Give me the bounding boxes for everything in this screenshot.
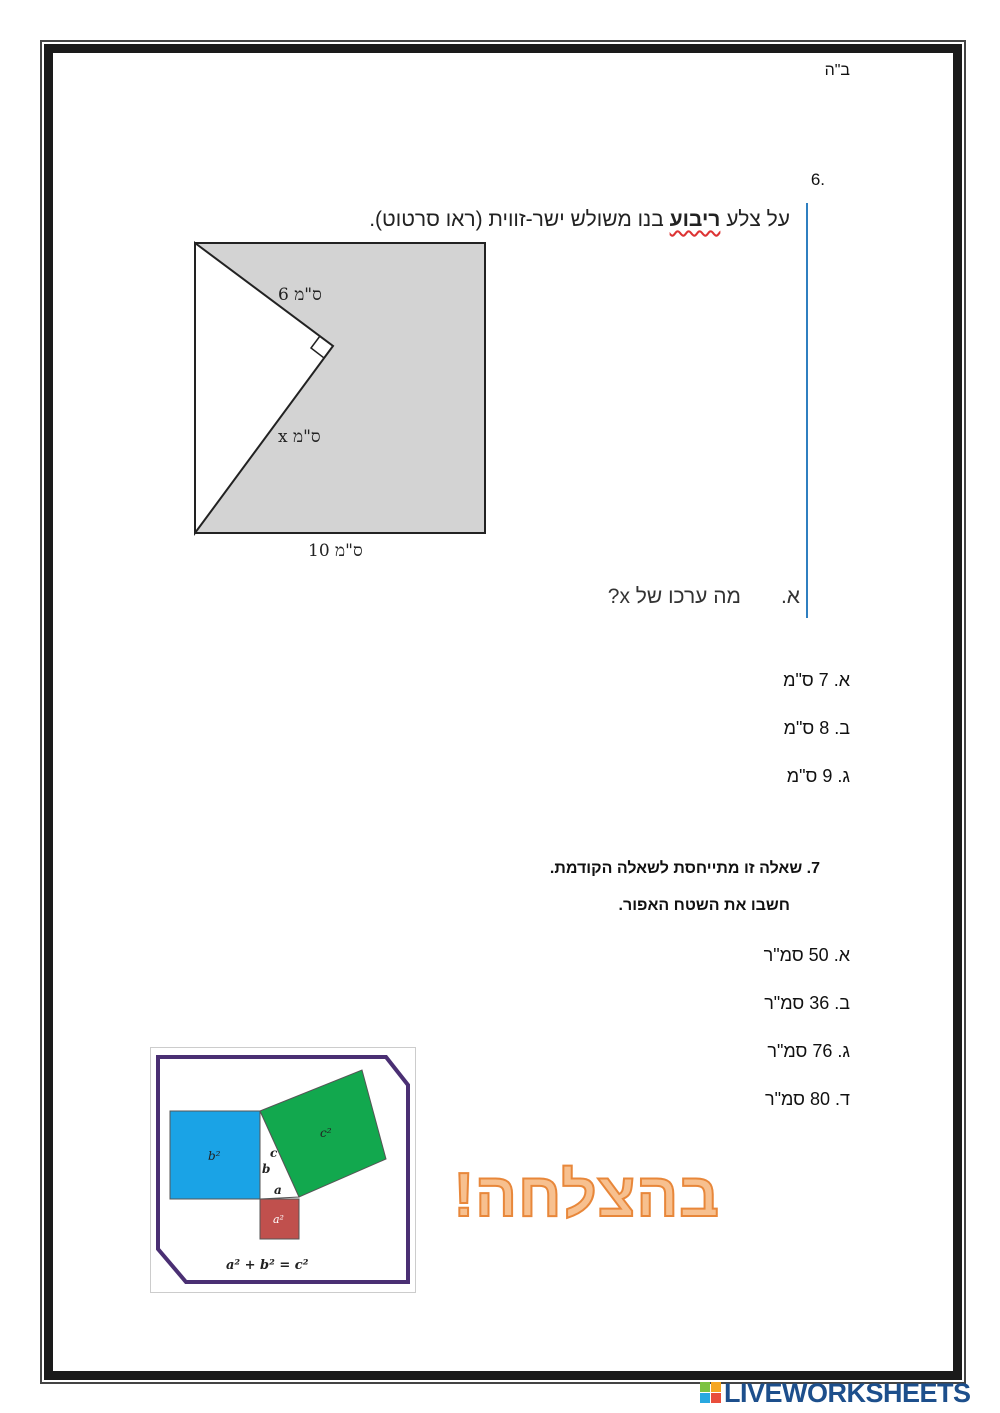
- q7-option-d[interactable]: ד. 80 סמ"ר: [764, 1089, 850, 1109]
- liveworksheets-logo-icon: [700, 1382, 722, 1404]
- a-squared-label: a²: [273, 1213, 284, 1226]
- q6-option-c[interactable]: ג. 9 ס"מ: [786, 766, 850, 786]
- sub-question: מה ערכו של x?: [607, 585, 741, 608]
- question-7-line1: 7. שאלה זו מתייחסת לשאלה הקודמת.: [549, 860, 820, 877]
- question-6-number: 6.: [810, 170, 825, 189]
- header-bh: ב"ה: [824, 62, 850, 79]
- footer-logo[interactable]: [700, 1376, 1000, 1412]
- label-square-side: 10 ס"מ: [308, 541, 363, 561]
- question-6-stem: על צלע ריבוע בנו משולש ישר-זווית (ראו סרטוט).: [369, 208, 790, 231]
- good-luck-text: בהצלחה!: [453, 1161, 720, 1230]
- pythagoras-figure: [150, 1047, 416, 1293]
- label-bottom-leg: x ס"מ: [278, 427, 321, 447]
- sub-letter: א.: [780, 585, 800, 608]
- q7-option-a[interactable]: א. 50 סמ"ר: [763, 945, 850, 965]
- q6-option-a[interactable]: א. 7 ס"מ: [783, 670, 850, 690]
- question-6a: [560, 585, 800, 609]
- square-triangle-figure: [190, 238, 490, 568]
- question-7-line2: חשבו את השטח האפור.: [618, 897, 790, 914]
- c-squared-label: c²: [320, 1126, 332, 1140]
- side-b-label: b: [262, 1162, 271, 1176]
- q7-option-c[interactable]: ג. 76 סמ"ר: [767, 1041, 850, 1061]
- label-top-leg: 6 ס"מ: [278, 285, 322, 305]
- question-6-margin-line: [806, 203, 808, 618]
- b-squared-label: b²: [208, 1149, 221, 1163]
- q7-option-b[interactable]: ב. 36 סמ"ר: [764, 993, 850, 1013]
- side-c-label: c: [270, 1146, 278, 1160]
- pythagoras-formula: a² + b² = c²: [226, 1258, 309, 1273]
- stem-bold-word: ריבוע: [669, 208, 721, 231]
- side-a-label: a: [274, 1183, 282, 1197]
- brand-text: LIVEWORKSHEETS: [724, 1378, 971, 1408]
- q6-option-b[interactable]: ב. 8 ס"מ: [783, 718, 850, 738]
